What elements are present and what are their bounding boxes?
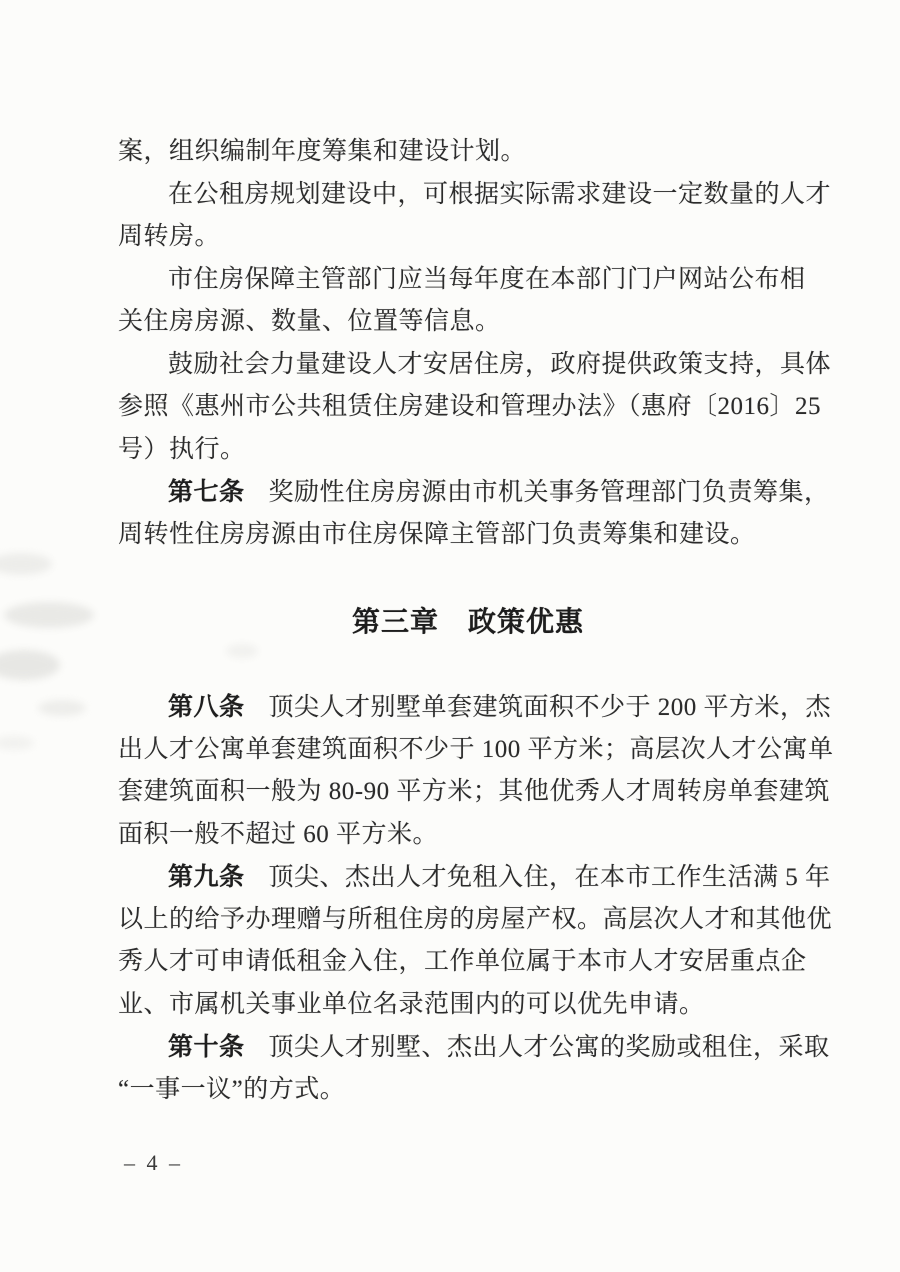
scan-smudge: [38, 700, 86, 716]
article-term: 第九条: [168, 863, 245, 891]
line-text: 鼓励社会力量建设人才安居住房，政府提供政策支持，具体: [168, 350, 832, 378]
text-block: [118, 131, 834, 1111]
text-line: [118, 301, 818, 344]
text-line: [118, 686, 832, 729]
text-line: [118, 1069, 818, 1112]
text-line: [118, 984, 818, 1027]
text-line: [118, 344, 832, 387]
text-line: [118, 814, 818, 857]
text-line: [118, 174, 832, 217]
article-term: 第七条: [168, 478, 245, 506]
line-text: 顶尖、杰出人才免租入住，在本市工作生活满 5 年: [268, 864, 831, 891]
text-line: [118, 216, 818, 259]
line-text: 顶尖人才别墅、杰出人才公寓的奖励或租住，采取: [268, 1034, 830, 1061]
scan-smudge: [4, 602, 94, 628]
chapter-heading: 第三章 政策优惠: [351, 606, 584, 637]
text-line: [118, 941, 818, 984]
text-line: [118, 471, 830, 514]
scan-smudge: [0, 553, 52, 575]
line-text: 周转性住房房源由市住房保障主管部门负责筹集和建设。: [118, 520, 756, 548]
text-line: [118, 429, 818, 472]
text-line: [118, 131, 818, 174]
line-text: 号）执行。: [118, 435, 246, 463]
text-line: [118, 856, 831, 899]
line-text: 面积一般不超过 60 平方米。: [118, 820, 439, 848]
text-line: [118, 899, 833, 942]
line-text: 秀人才可申请低租金入住，工作单位属于本市人才安居重点企: [118, 948, 807, 975]
line-text: 在公租房规划建设中，可根据实际需求建设一定数量的人才: [168, 180, 832, 208]
line-text: 套建筑面积一般为 80-90 平方米；其他优秀人才周转房单套建筑: [118, 778, 830, 805]
line-text: 顶尖人才别墅单套建筑面积不少于 200 平方米，杰: [268, 694, 832, 721]
line-text: 以上的给予办理赠与所租住房的房屋产权。高层次人才和其他优: [118, 905, 833, 933]
scan-smudge: [0, 650, 60, 680]
line-text: 关住房房源、数量、位置等信息。: [118, 308, 501, 335]
text-line: [118, 386, 822, 429]
text-line: [118, 1026, 830, 1069]
line-text: 市住房保障主管部门应当每年度在本部门门户网站公布相: [168, 265, 806, 293]
scan-smudge: [0, 736, 34, 750]
line-text: 周转房。: [118, 223, 221, 250]
article-term: 第八条: [168, 693, 245, 721]
line-text: 参照《惠州市公共租赁住房建设和管理办法》（惠府〔2016〕25: [118, 393, 822, 420]
text-line: [118, 771, 830, 814]
line-text: 业、市属机关事业单位名录范围内的可以优先申请。: [118, 990, 705, 1018]
page-number: – 4 –: [124, 1150, 183, 1175]
text-line: [118, 259, 818, 302]
line-text: 出人才公寓单套建筑面积不少于 100 平方米；高层次人才公寓单: [118, 735, 834, 763]
text-line: [118, 729, 834, 772]
text-line: [118, 514, 818, 557]
line-text: 案，组织编制年度筹集和建设计划。: [118, 138, 527, 165]
article-term: 第十条: [168, 1033, 245, 1061]
line-text: 奖励性住房房源由市机关事务管理部门负责筹集，: [268, 479, 830, 506]
line-text: “一事一议”的方式。: [118, 1075, 346, 1103]
